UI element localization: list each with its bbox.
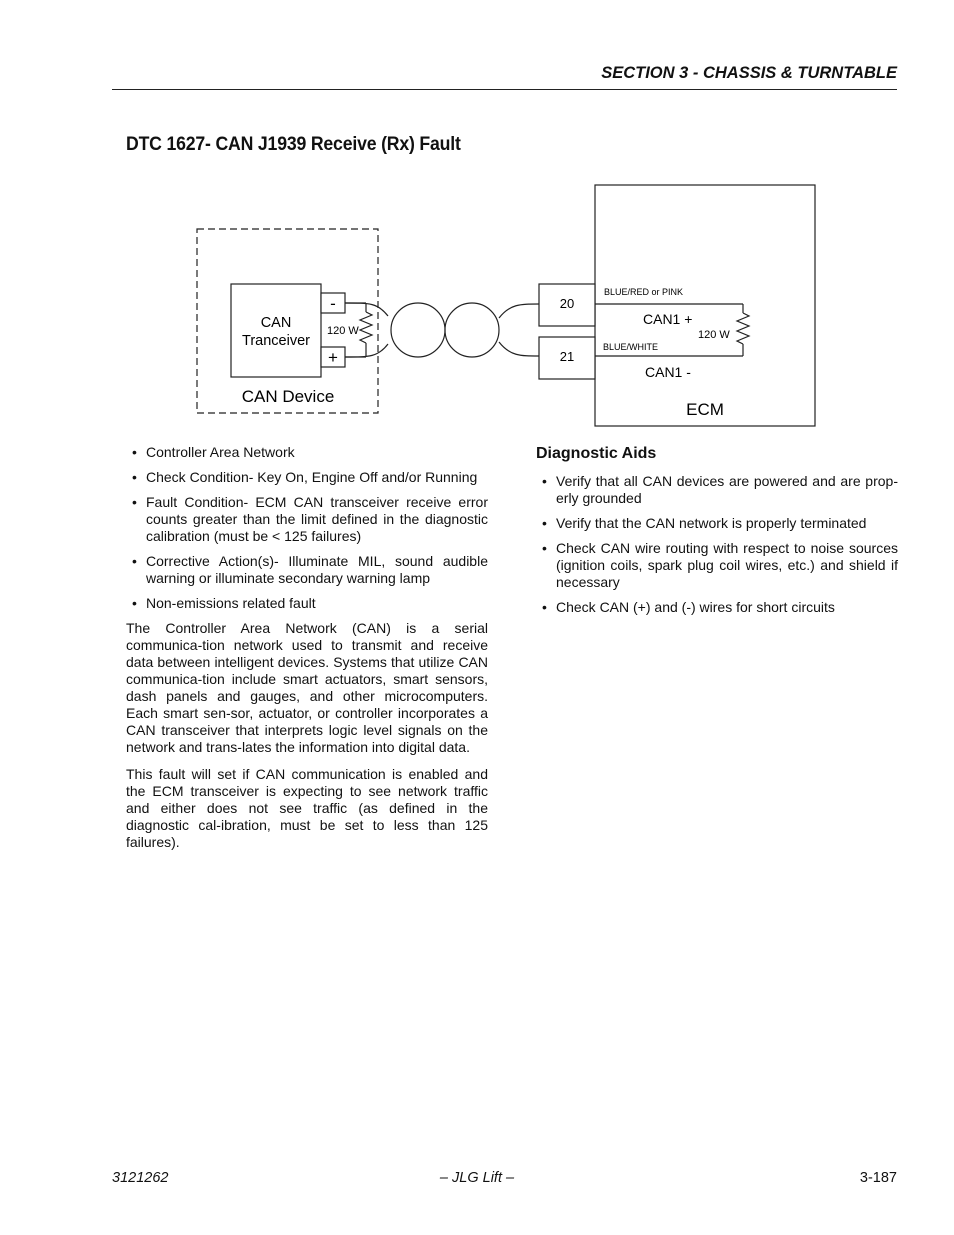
fault-summary-list [126, 444, 488, 612]
list-item: • Non-emissions related fault [126, 595, 488, 612]
page-title: DTC 1627- CAN J1939 Receive (Rx) Fault [126, 134, 461, 155]
ecm-resistor-icon [737, 313, 749, 344]
footer-brand: – JLG Lift – [439, 1170, 515, 1186]
diagnostic-aids-heading: Diagnostic Aids [536, 445, 657, 462]
fault-set-paragraph: This fault will set if CAN communication is enabled and the ECM transceiver is expecting to see network traffic and either does not see traffic (as defined in the diagnostic cal-ibration, must be set to less than 125 failures). [126, 766, 488, 850]
can-description-paragraph: The Controller Area Network (CAN) is a serial communica-tion network used to transmit and receive data between intelligent devices. Systems that utilize CAN communica-tion include smart actuators, smart sensors, dash panels and gauges, and other microcomputers. Each smart sen-sor, actuator, or controller incorporates a CAN transceiver that interprets logic level signals on the network and trans-lates the information into digital data. [126, 620, 488, 755]
ecm-resistor-label: 120 W [698, 329, 730, 341]
list-item: • Controller Area Network [126, 444, 488, 461]
plus-label: + [328, 348, 338, 367]
device-resistor-label: 120 W [327, 325, 359, 337]
list-item: • Check CAN (+) and (-) wires for short circuits [536, 599, 898, 616]
minus-label: - [330, 294, 336, 313]
wire-bottom-label: BLUE/WHITE [603, 342, 659, 352]
section-title: SECTION 3 - CHASSIS & TURNTABLE [601, 64, 897, 82]
pin-20-label: 20 [559, 296, 575, 311]
device-resistor-icon [360, 312, 372, 343]
wire-top-label: BLUE/RED or PINK [604, 287, 684, 297]
twisted-pair-loop-2 [445, 303, 499, 357]
left-column [126, 444, 488, 861]
diagnostic-aids-list [536, 473, 898, 616]
ecm-label: ECM [686, 400, 724, 419]
list-item: • Fault Condition- ECM CAN transceiver receive error counts greater than the limit defined in the diagnostic calibration (must be < 125 failures) [126, 494, 488, 545]
can-wiring-diagram [0, 0, 954, 440]
transceiver-label-line2: Tranceiver [242, 333, 310, 349]
right-column [536, 444, 898, 624]
list-item: • Corrective Action(s)- Illuminate MIL, sound audible warning or illuminate secondary warning lamp [126, 553, 488, 587]
twisted-pair-loop-1 [391, 303, 445, 357]
list-item: • Verify that all CAN devices are powered and are prop-erly grounded [536, 473, 898, 507]
list-item: • Check CAN wire routing with respect to noise sources (ignition coils, spark plug coil wires, etc.) and shield if necessary [536, 540, 898, 591]
ecm-box [595, 185, 815, 426]
can1-plus-label: CAN1 + [643, 311, 693, 327]
can-device-label: CAN Device [241, 387, 335, 406]
footer-doc-number: 3121262 [112, 1170, 169, 1186]
pin-21-label: 21 [559, 349, 575, 364]
list-item: • Check Condition- Key On, Engine Off and/or Running [126, 469, 488, 486]
footer-page-number: 3-187 [859, 1170, 897, 1186]
can1-minus-label: CAN1 - [645, 364, 691, 380]
transceiver-label-line1: CAN [260, 315, 292, 331]
list-item: • Verify that the CAN network is properly terminated [536, 515, 898, 532]
